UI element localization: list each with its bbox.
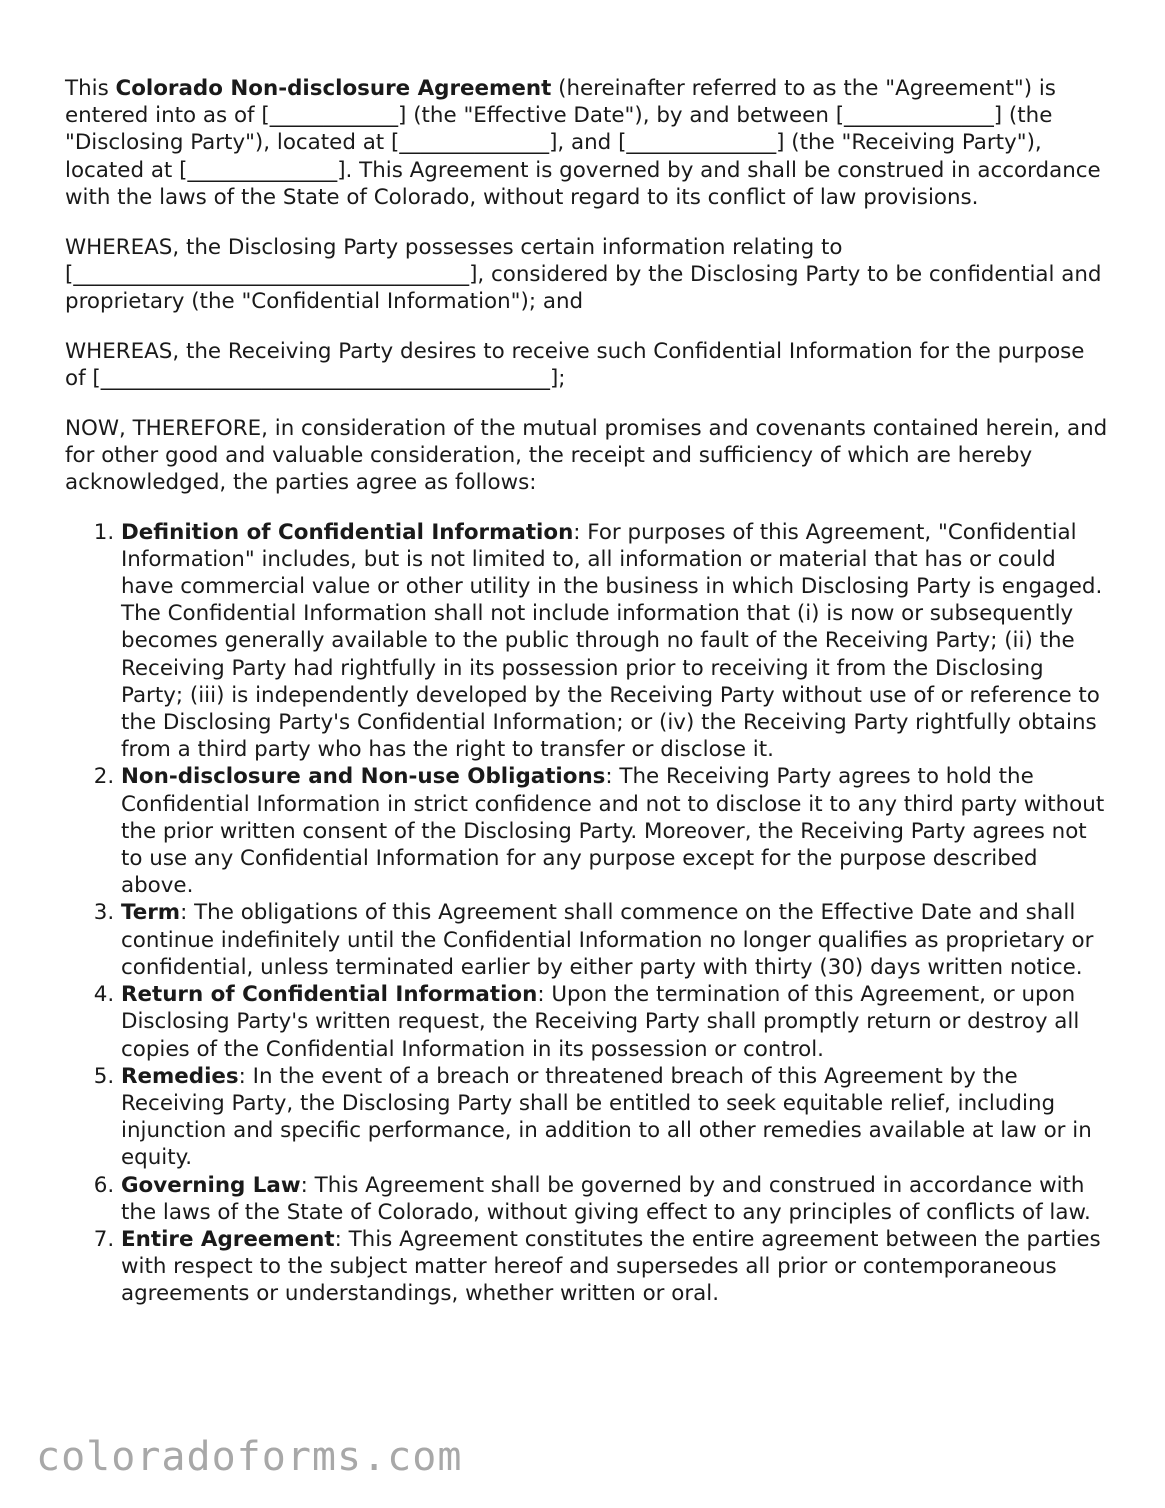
term-heading: Entire Agreement xyxy=(121,1226,335,1252)
term-item xyxy=(121,519,1110,764)
term-text: : In the event of a breach or threatened breach of this Agreement by the Receiving Party, the Disclosing Party shall be entitled to seek equitable relief, including injunction and specific performance, in addition to all other remedies available at law or in equity. xyxy=(121,1063,1092,1171)
term-text: : The obligations of this Agreement shall commence on the Effective Date and shall continue indefinitely until the Confidential Information no longer qualifies as proprietary or confidential, unless terminated earlier by either party with thirty (30) days written notice. xyxy=(121,900,1094,980)
now-therefore-paragraph: NOW, THEREFORE, in consideration of the mutual promises and covenants contained herein, and for other good and valuable consideration, the receipt and sufficiency of which are hereby acknowledged, the parties agree as follows: xyxy=(65,415,1108,495)
intro-pre: This xyxy=(65,76,116,101)
agreement-document xyxy=(65,75,1110,1308)
term-heading: Return of Confidential Information xyxy=(121,982,538,1008)
term-text: : This Agreement constitutes the entire agreement between the parties with respect to the subject matter hereof and supersedes all prior or contemporaneous agreements or understandings, whether written or oral. xyxy=(121,1226,1101,1307)
agreement-title: Colorado Non-disclosure Agreement xyxy=(115,76,552,101)
term-text: : For purposes of this Agreement, "Confidential Information" includes, but is not limited to, all information or material that has or could have commercial value or other utility in the business in which Disclosing Party is engaged. The Confidential Information shall not include information that (i) is now or subsequently becomes generally available to the public through no fault of the Receiving Party; (ii) the Receiving Party had rightfully in its possession prior to receiving it from the Disclosing Party; (iii) is independently developed by the Receiving Party without use of or reference to the Disclosing Party's Confidential Information; or (iv) the Receiving Party rightfully obtains from a third party who has the right to transfer or disclose it. xyxy=(121,519,1103,763)
term-heading: Term xyxy=(121,900,181,926)
terms-list xyxy=(65,519,1110,1308)
term-heading: Definition of Confidential Information xyxy=(121,519,574,545)
term-heading: Remedies xyxy=(121,1063,239,1089)
whereas-paragraph-1: WHEREAS, the Disclosing Party possesses certain information relating to [_____________________________________], considered by the Disclosing Party to be confidential and proprietary (the "Confidential Information"); and xyxy=(65,234,1102,314)
term-item xyxy=(121,899,1110,981)
whereas-paragraph-2: WHEREAS, the Receiving Party desires to receive such Confidential Information for the purpose of [__________________________________________]; xyxy=(65,338,1085,391)
site-watermark: coloradoforms.com xyxy=(36,1434,463,1480)
intro-paragraph xyxy=(65,75,1110,211)
term-item xyxy=(121,981,1110,1063)
term-heading: Non-disclosure and Non-use Obligations xyxy=(121,764,606,790)
term-item xyxy=(121,1226,1110,1308)
term-item xyxy=(121,1063,1110,1172)
term-text: : Upon the termination of this Agreement, or upon Disclosing Party's written request, the Receiving Party shall promptly return or destroy all copies of the Confidential Information in its possession or control. xyxy=(121,982,1080,1062)
intro-body: (hereinafter referred to as the "Agreement") is entered into as of [____________] (the "Effective Date"), by and between [______________] (the "Disclosing Party"), located at [______________], and [______________] (the "Receiving Party"), located at [______________]. This Agreement is governed by and shall be construed in accordance with the laws of the State of Colorado, without regard to its conflict of law provisions. xyxy=(65,76,1101,210)
term-text: : The Receiving Party agrees to hold the Confidential Information in strict confidence and not to disclose it to any third party without the prior written consent of the Disclosing Party. Moreover, the Receiving Party agrees not to use any Confidential Information for any purpose except for the purpose described above. xyxy=(121,764,1105,899)
term-item xyxy=(121,1172,1110,1226)
term-text: : This Agreement shall be governed by and construed in accordance with the laws of the State of Colorado, without giving effect to any principles of conflicts of law. xyxy=(121,1172,1091,1225)
term-heading: Governing Law xyxy=(121,1172,301,1198)
term-item xyxy=(121,763,1110,899)
